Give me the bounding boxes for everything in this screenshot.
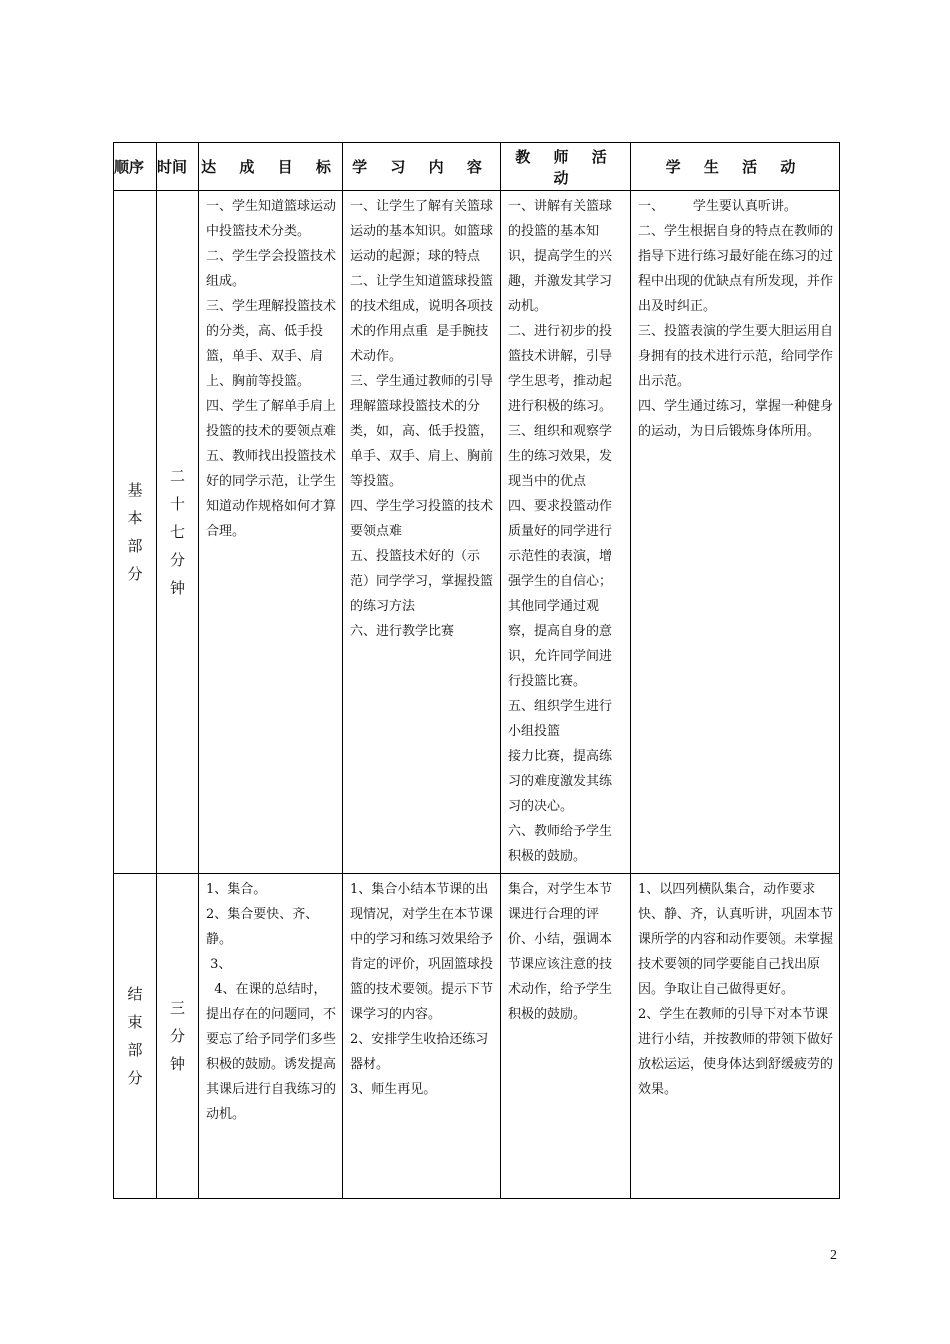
student-cell: 一、 学生要认真听讲。 二、学生根据自身的特点在教师的指导下进行练习最好能在练习的过程中出现的优缺点有所发现，并作出及时纠正。 三、投篮表演的学生要大胆运用自身拥有的技术进行示范，给同学作出示范。 四、学生通过练习，掌握一种健身的运动，为日后锻炼身体所用。 xyxy=(631,191,840,874)
header-teacher: 教 师 活 动 xyxy=(501,143,631,191)
time-cell: 二十七分钟 xyxy=(157,191,199,874)
header-content: 学 习 内 容 xyxy=(343,143,501,191)
table-row xyxy=(114,874,840,1199)
goals-cell: 1、集合。 2、集合要快、齐、静。 3、 4、在课的总结时，提出存在的问题同，不要忘了给予同学们多些积极的鼓励。诱发提高其课后进行自我练习的动机。 xyxy=(199,874,343,1199)
teacher-cell: 集合，对学生本节课进行合理的评价、小结，强调本节课应该注意的技术动作，给予学生积极的鼓励。 xyxy=(501,874,631,1199)
lesson-plan-table xyxy=(113,142,840,1199)
time-cell: 三分钟 xyxy=(157,874,199,1199)
table-row xyxy=(114,191,840,874)
section-cell: 结束部分 xyxy=(114,874,157,1199)
header-order: 顺序 xyxy=(114,143,157,191)
content-cell: 1、集合小结本节课的出现情况，对学生在本节课中的学习和练习效果给予肯定的评价，巩固篮球投篮的技术要领。提示下节课学习的内容。 2、安排学生收拾还练习器材。 3、师生再见。 xyxy=(343,874,501,1199)
header-row xyxy=(114,143,840,191)
header-time: 时间 xyxy=(157,143,199,191)
header-student: 学 生 活 动 xyxy=(631,143,840,191)
student-cell: 1、以四列横队集合，动作要求快、静、齐，认真听讲，巩固本节课所学的内容和动作要领。未掌握技术要领的同学要能自己找出原因。争取让自己做得更好。 2、学生在教师的引导下对本节课进行小结，并按教师的带领下做好放松运运，使身体达到舒缓疲劳的效果。 xyxy=(631,874,840,1199)
page-number: 2 xyxy=(830,1248,837,1263)
goals-cell: 一、学生知道篮球运动中投篮技术分类。 二、学生学会投篮技术组成。 三、学生理解投篮技术的分类，高、低手投篮，单手、双手、肩上、胸前等投篮。 四、学生了解单手肩上投篮的技术的要领点难 五、教师找出投篮技术好的同学示范，让学生知道动作规格如何才算合理。 xyxy=(199,191,343,874)
header-goals: 达 成 目 标 xyxy=(199,143,343,191)
content-cell: 一、让学生了解有关篮球运动的基本知识。如篮球运动的起源；球的特点 二、让学生知道篮球投篮的技术组成，说明各项技术的作用点重 是手腕技术动作。 三、学生通过教师的引导理解篮球投篮技术的分类，如，高、低手投篮，单手、双手、肩上、胸前等投篮。 四、学生学习投篮的技术要领点难 五、投篮技术好的（示范）同学学习，掌握投篮的练习方法 六、进行教学比赛 xyxy=(343,191,501,874)
section-cell: 基本部分 xyxy=(114,191,157,874)
teacher-cell: 一、讲解有关篮球的投篮的基本知识，提高学生的兴趣，并激发其学习动机。 二、进行初步的投篮技术讲解，引导学生思考，推动起进行积极的练习。 三、组织和观察学生的练习效果，发现当中的优点 四、要求投篮动作质量好的同学进行示范性的表演，增强学生的自信心；其他同学通过观察，提高自身的意识，允许同学间进行投篮比赛。 五、组织学生进行小组投篮 接力比赛，提高练习的难度激发其练习的决心。 六、教师给予学生积极的鼓励。 xyxy=(501,191,631,874)
